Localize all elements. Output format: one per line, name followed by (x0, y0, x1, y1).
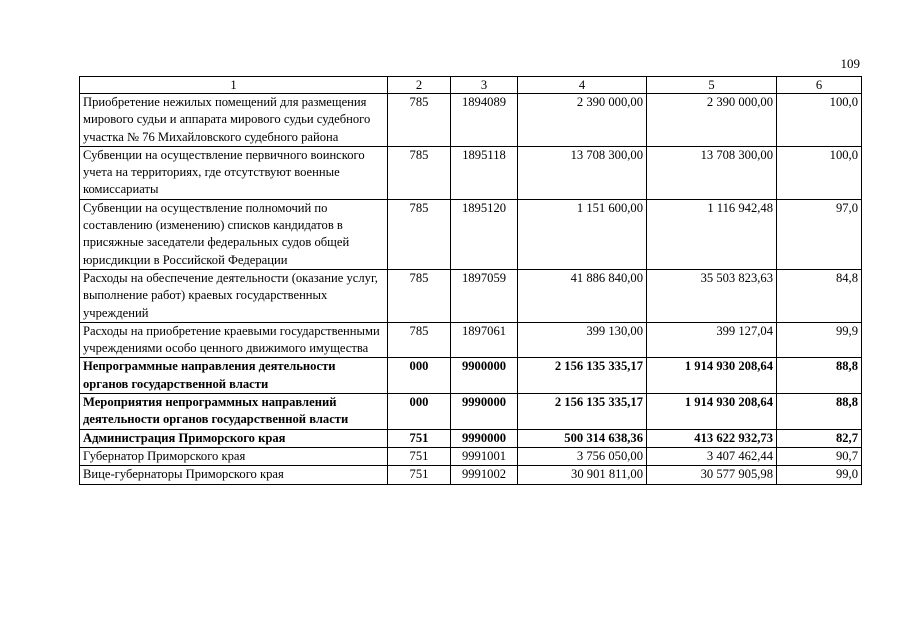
table-row (80, 94, 862, 147)
row-col-2: 000 (388, 394, 451, 430)
row-col-5: 399 127,04 (647, 322, 777, 358)
row-col-3: 1894089 (451, 94, 518, 147)
row-col-6: 99,9 (777, 322, 862, 358)
row-col-3: 9991001 (451, 447, 518, 465)
row-col-3: 9990000 (451, 429, 518, 447)
row-col-5: 1 116 942,48 (647, 199, 777, 269)
row-col-3: 1895118 (451, 146, 518, 199)
row-name: Субвенции на осуществление полномочий по составлению (изменению) списков кандидатов в присяжные заседатели федеральных судов общей юрисдикции в Российской Федерации (80, 199, 388, 269)
row-col-2: 785 (388, 94, 451, 147)
row-col-4: 1 151 600,00 (518, 199, 647, 269)
row-col-3: 9990000 (451, 394, 518, 430)
row-col-2: 785 (388, 269, 451, 322)
row-col-6: 82,7 (777, 429, 862, 447)
row-col-4: 399 130,00 (518, 322, 647, 358)
row-col-5: 35 503 823,63 (647, 269, 777, 322)
table-row (80, 466, 862, 484)
table-row-section (80, 429, 862, 447)
table-row-section (80, 358, 862, 394)
table-row (80, 269, 862, 322)
row-col-6: 97,0 (777, 199, 862, 269)
row-col-2: 751 (388, 466, 451, 484)
row-col-2: 785 (388, 199, 451, 269)
row-col-4: 2 156 135 335,17 (518, 394, 647, 430)
row-col-6: 100,0 (777, 146, 862, 199)
header-col-6: 6 (777, 77, 862, 94)
row-col-3: 9991002 (451, 466, 518, 484)
row-col-5: 13 708 300,00 (647, 146, 777, 199)
row-col-4: 13 708 300,00 (518, 146, 647, 199)
header-col-2: 2 (388, 77, 451, 94)
row-col-2: 785 (388, 146, 451, 199)
row-name: Администрация Приморского края (80, 429, 388, 447)
header-col-3: 3 (451, 77, 518, 94)
row-col-6: 88,8 (777, 394, 862, 430)
row-col-5: 413 622 932,73 (647, 429, 777, 447)
row-col-4: 2 390 000,00 (518, 94, 647, 147)
row-col-3: 1895120 (451, 199, 518, 269)
header-col-5: 5 (647, 77, 777, 94)
row-name: Приобретение нежилых помещений для размещения мирового судьи и аппарата мирового судьи судебного участка № 76 Михайловского судебного района (80, 94, 388, 147)
row-col-6: 99,0 (777, 466, 862, 484)
row-col-2: 000 (388, 358, 451, 394)
row-name: Мероприятия непрограммных направлений деятельности органов государственной власти (80, 394, 388, 430)
row-col-4: 2 156 135 335,17 (518, 358, 647, 394)
row-col-5: 3 407 462,44 (647, 447, 777, 465)
row-col-2: 751 (388, 429, 451, 447)
header-col-4: 4 (518, 77, 647, 94)
table-row (80, 447, 862, 465)
row-col-3: 9900000 (451, 358, 518, 394)
row-col-6: 84,8 (777, 269, 862, 322)
page-number: 109 (840, 56, 860, 71)
row-col-5: 1 914 930 208,64 (647, 394, 777, 430)
table-row-section (80, 394, 862, 430)
row-col-4: 500 314 638,36 (518, 429, 647, 447)
row-name: Расходы на приобретение краевыми государственными учреждениями особо ценного движимого имущества (80, 322, 388, 358)
budget-table (79, 76, 862, 485)
header-row (80, 77, 862, 94)
row-col-2: 751 (388, 447, 451, 465)
row-col-5: 30 577 905,98 (647, 466, 777, 484)
row-col-5: 2 390 000,00 (647, 94, 777, 147)
table-row (80, 146, 862, 199)
table-row (80, 322, 862, 358)
row-col-5: 1 914 930 208,64 (647, 358, 777, 394)
row-name: Губернатор Приморского края (80, 447, 388, 465)
row-col-2: 785 (388, 322, 451, 358)
row-col-4: 3 756 050,00 (518, 447, 647, 465)
row-col-3: 1897061 (451, 322, 518, 358)
row-name: Расходы на обеспечение деятельности (оказание услуг, выполнение работ) краевых государственных учреждений (80, 269, 388, 322)
row-col-4: 30 901 811,00 (518, 466, 647, 484)
header-col-1: 1 (80, 77, 388, 94)
row-name: Вице-губернаторы Приморского края (80, 466, 388, 484)
row-col-6: 100,0 (777, 94, 862, 147)
row-col-6: 88,8 (777, 358, 862, 394)
row-col-3: 1897059 (451, 269, 518, 322)
row-col-6: 90,7 (777, 447, 862, 465)
table-row (80, 199, 862, 269)
row-name: Непрограммные направления деятельности органов государственной власти (80, 358, 388, 394)
row-name: Субвенции на осуществление первичного воинского учета на территориях, где отсутствуют военные комиссариаты (80, 146, 388, 199)
row-col-4: 41 886 840,00 (518, 269, 647, 322)
